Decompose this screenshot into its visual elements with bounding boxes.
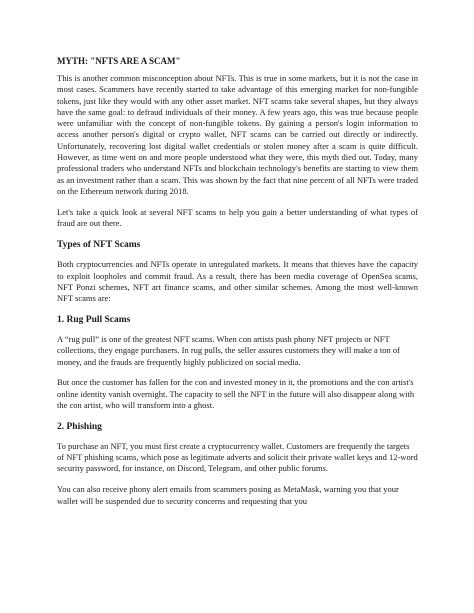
- phishing-paragraph-2: You can also receive phony alert emails from scammers posing as MetaMask, warning you that your wallet will be suspended due to security concerns and requesting that you: [57, 484, 399, 506]
- rug-pull-paragraph-2: But once the customer has fallen for the con and invested money in it, the promotions and the con artist's online identity vanish overnight. The capacity to sell the NFT in the future will also disappear along with the con artist, who will transform into a ghost.: [57, 377, 415, 411]
- types-heading: Types of NFT Scams: [57, 240, 141, 251]
- phishing-heading: 2. Phishing: [57, 421, 102, 432]
- types-paragraph: Both cryptocurrencies and NFTs operate in unregulated markets. It means that thieves have the capacity to exploit loopholes and commit fraud. As a result, there has been media coverage of OpenSea scams, NFT Ponzi schemes, NFT art finance scams, and other similar schemes. Among the most well-known NFT scams are:: [57, 259, 418, 304]
- intro-paragraph: This is another common misconception about NFTs. This is true in some markets, but it is not the case in most cases. Scammers have recently started to take advantage of this emerging market for non-fungible tokens, just like they would with any other asset market. NFT scams take several shapes, but they always have the same goal: to defraud individuals of their money. A few years ago, this was true because people were unfamiliar with the concept of non-fungible tokens. By gaining a person's login information to access another person's digital or crypto wallet, NFT scams can be carried out directly or indirectly. Unfortunately, recovering lost digital wallet credentials or stolen money after a scam is quite difficult. However, as time went on and more people understood what they were, this myth died out. Today, many professional traders who understand NFTs and blockchain technology's benefits are starting to view them as an investment rather than a scam. This was shown by the fact that nine percent of all NFTs were traded on the Ethereum network during 2018.: [57, 73, 418, 196]
- phishing-paragraph-1: To purchase an NFT, you must first create a cryptocurrency wallet. Customers are frequently the targets of NFT phishing scams, which pose as legitimate adverts and solicit their private wallet keys and 12-word security password, for instance, on Discord, Telegram, and other public forums.: [57, 440, 418, 474]
- lets-take-paragraph: Let's take a quick look at several NFT scams to help you gain a better understanding of what types of fraud are out there.: [57, 206, 418, 229]
- myth-heading: MYTH: "NFTS ARE A SCAM": [57, 56, 181, 66]
- rug-pull-paragraph-1: A “rug pull” is one of the greatest NFT scams. When con artists push phony NFT projects or NFT collections, they engage purchasers. In rug pulls, the seller assures customers they will make a ton of money, and the frauds are frequently highly publicized on social media.: [57, 334, 400, 367]
- rug-pull-heading: 1. Rug Pull Scams: [57, 315, 131, 326]
